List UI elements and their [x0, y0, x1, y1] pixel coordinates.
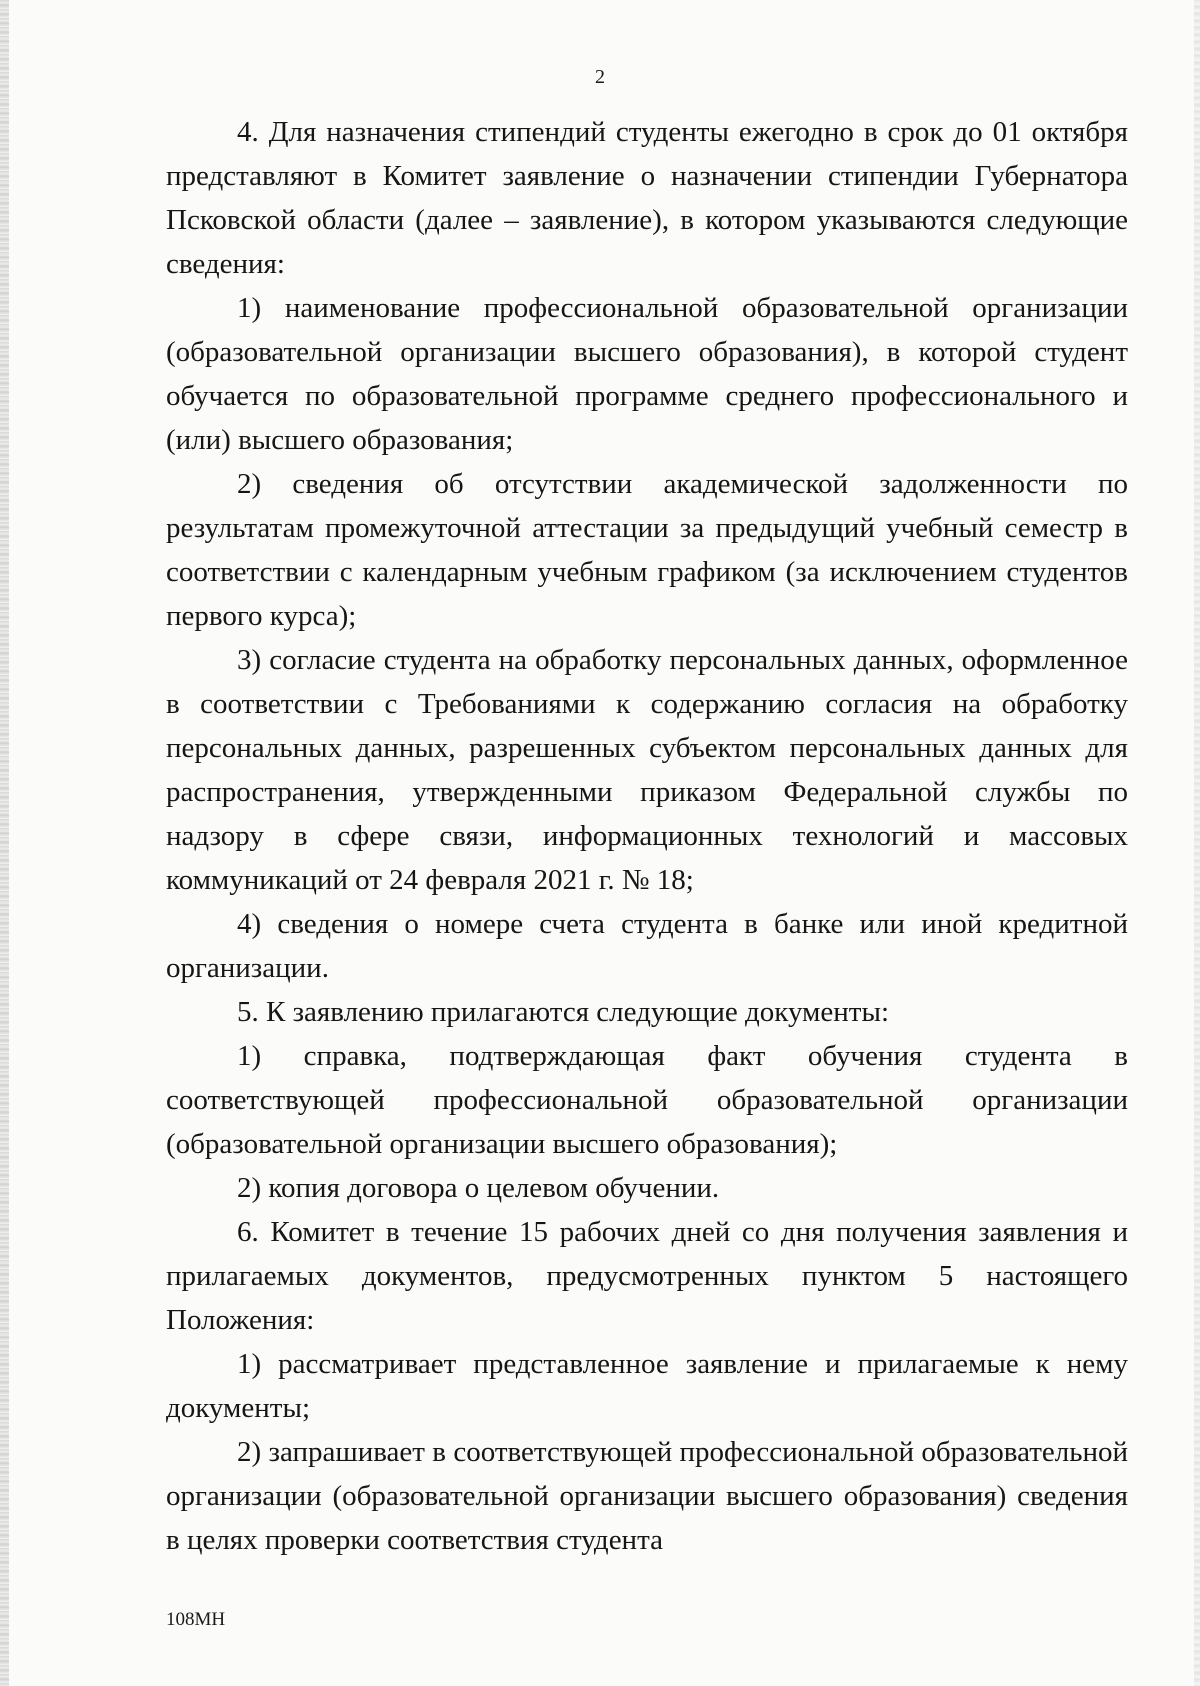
- paragraph-6: 6. Комитет в течение 15 рабочих дней со дня получения заявления и прилагаемых документов, предусмотренных пунктом 5 настоящего Положения:: [166, 1216, 1128, 1336]
- footer-document-code: 108МН: [166, 1609, 226, 1630]
- scan-edge-left: [0, 0, 9, 1686]
- paragraph-4-item-2: 2) сведения об отсутствии академической задолженности по результатам промежуточной аттестации за предыдущий учебный семестр в соответствии с календарным учебным графиком (за исключением студентов первого курса);: [166, 468, 1128, 632]
- page-number: 2: [595, 66, 605, 88]
- paragraph-5-item-1: 1) справка, подтверждающая факт обучения студента в соответствующей профессиональной образовательной организации (образовательной организации высшего образования);: [166, 1040, 1128, 1160]
- paragraph-6-item-1: 1) рассматривает представленное заявление и прилагаемые к нему документы;: [166, 1348, 1128, 1424]
- paragraph-6-item-2: 2) запрашивает в соответствующей профессиональной образовательной организации (образовательной организации высшего образования) сведения в целях проверки соответствия студента: [166, 1436, 1128, 1556]
- paragraph-5: 5. К заявлению прилагаются следующие документы:: [237, 996, 890, 1028]
- paragraph-4-item-4: 4) сведения о номере счета студента в банке или иной кредитной организации.: [166, 908, 1128, 984]
- document-body: [166, 110, 1128, 1562]
- paragraph-4-item-1: 1) наименование профессиональной образовательной организации (образовательной организации высшего образования), в которой студент обучается по образовательной программе среднего профессионального и (или) высшего образования;: [166, 292, 1128, 456]
- paragraph-5-item-2: 2) копия договора о целевом обучении.: [237, 1172, 720, 1204]
- scan-edge-right: [1194, 0, 1200, 1686]
- paragraph-4-item-3: 3) согласие студента на обработку персональных данных, оформленное в соответствии с Требованиями к содержанию согласия на обработку персональных данных, разрешенных субъектом персональных данных для распространения, утвержденными приказом Федеральной службы по надзору в сфере связи, информационных технологий и массовых коммуникаций от 24 февраля 2021 г. № 18;: [166, 644, 1128, 896]
- paragraph-4: 4. Для назначения стипендий студенты ежегодно в срок до 01 октября представляют в Комитет заявление о назначении стипендии Губернатора Псковской области (далее – заявление), в котором указываются следующие сведения:: [166, 116, 1128, 280]
